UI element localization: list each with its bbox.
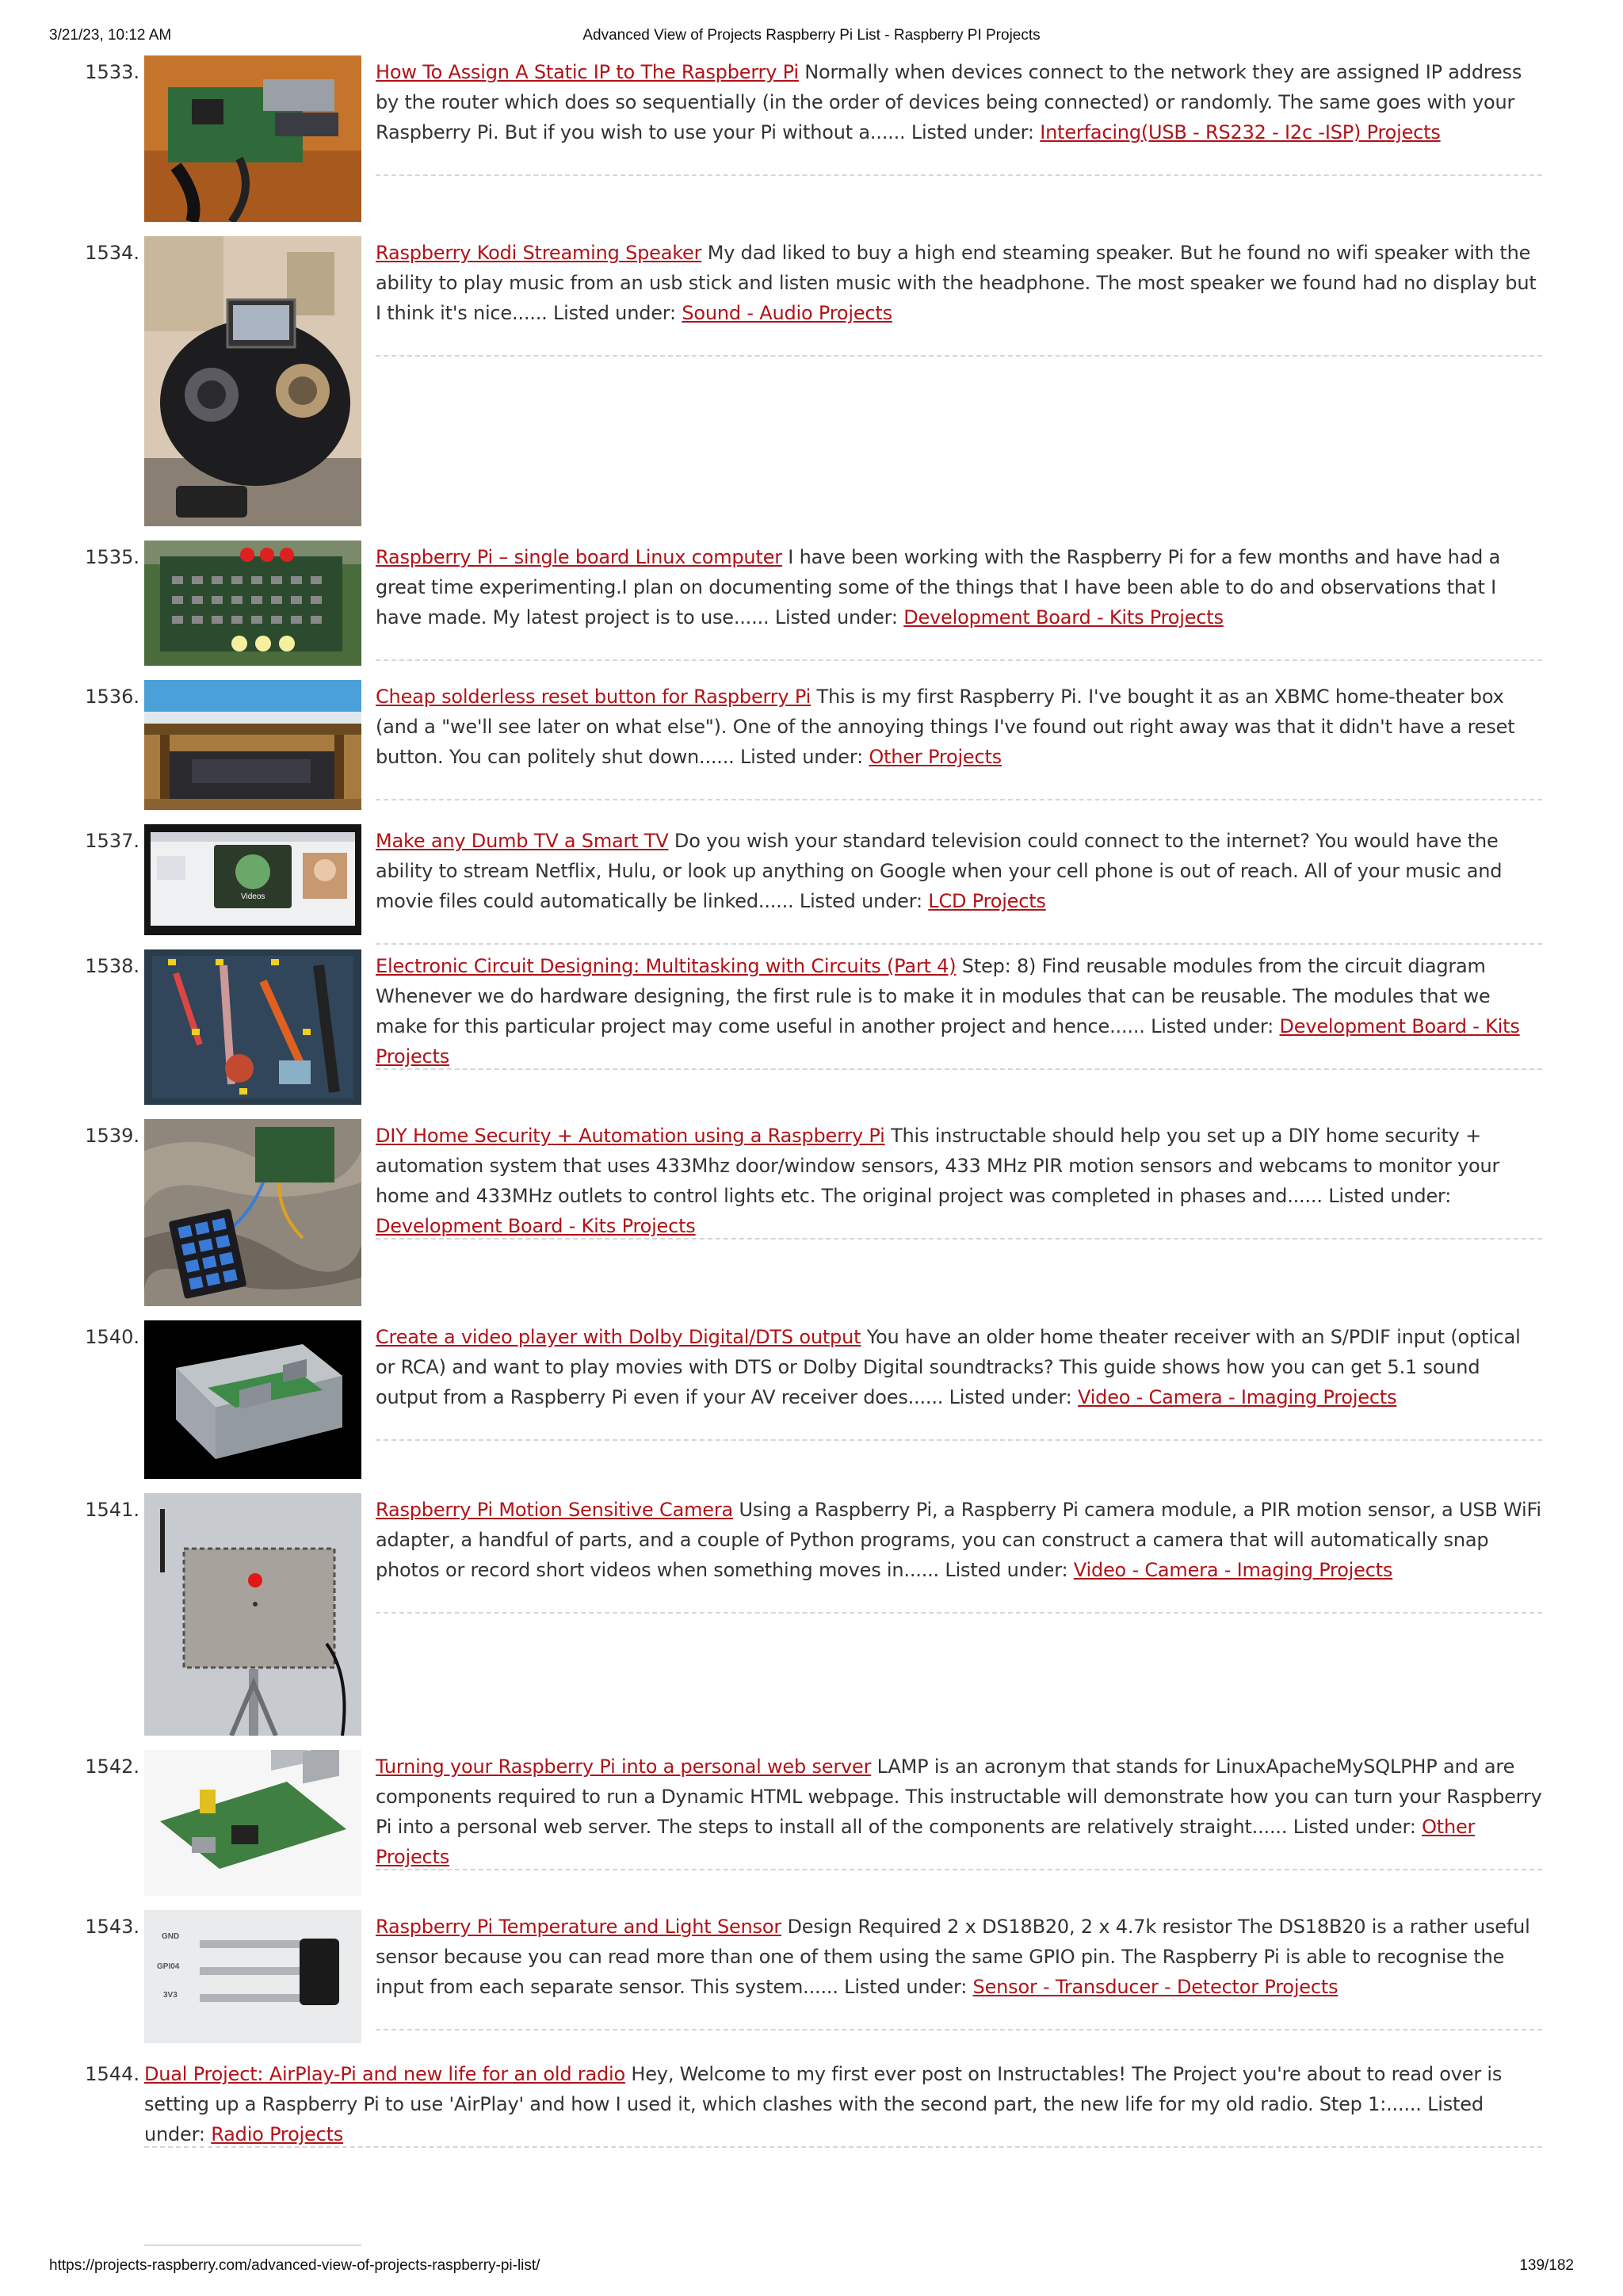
page-number: 139/182: [1519, 2257, 1574, 2274]
project-thumbnail[interactable]: [144, 949, 361, 1105]
project-description: Normally when devices connect to the network they are assigned IP address by the router which does so sequentially (in the order of devices being connected) or randomly. The same goes with your Raspberry Pi. But if you wish to use your Pi without a......: [376, 61, 1522, 143]
entry-text: [376, 1121, 1542, 1241]
project-thumbnail[interactable]: [144, 1910, 361, 2043]
thumbnail-caption: Videos: [241, 892, 265, 901]
project-title-link[interactable]: Electronic Circuit Designing: Multitasking with Circuits (Part 4): [376, 955, 957, 977]
category-link[interactable]: Video - Camera - Imaging Projects: [1073, 1559, 1393, 1581]
item-number: 1539.: [85, 1125, 139, 1147]
entry-text: [376, 57, 1542, 147]
entry-divider: [376, 659, 1542, 661]
project-thumbnail[interactable]: [144, 236, 361, 526]
project-thumbnail[interactable]: [144, 680, 361, 810]
category-link[interactable]: Sound - Audio Projects: [682, 302, 892, 324]
project-title-link[interactable]: Dual Project: AirPlay-Pi and new life for an old radio: [144, 2063, 625, 2085]
entry-text: [376, 682, 1542, 772]
listed-under-label: Listed under:: [1151, 1015, 1274, 1037]
entry-text: [376, 1752, 1542, 1872]
project-title-link[interactable]: Raspberry Pi Motion Sensitive Camera: [376, 1499, 734, 1521]
print-header: [49, 27, 1574, 49]
project-thumbnail[interactable]: [144, 55, 361, 222]
footer-divider: [144, 2244, 361, 2246]
listed-under-label: Listed under:: [911, 121, 1034, 143]
listed-under-label: Listed under:: [144, 2093, 1484, 2145]
category-link[interactable]: Other Projects: [376, 1816, 1476, 1868]
item-number: 1534.: [85, 242, 139, 264]
entry-divider: [376, 1238, 1542, 1240]
entry-divider: [376, 1869, 1542, 1870]
listed-under-label: Listed under:: [553, 302, 676, 324]
entry-text: [376, 1495, 1542, 1585]
category-link[interactable]: Radio Projects: [211, 2123, 344, 2145]
project-title-link[interactable]: How To Assign A Static IP to The Raspberry Pi: [376, 61, 799, 83]
item-number: 1538.: [85, 955, 139, 977]
entry-divider: [376, 174, 1542, 176]
print-footer: [49, 2257, 1574, 2279]
print-url: https://projects-raspberry.com/advanced-view-of-projects-raspberry-pi-list/: [49, 2257, 540, 2274]
entry-text: [376, 542, 1542, 632]
project-title-link[interactable]: DIY Home Security + Automation using a Raspberry Pi: [376, 1125, 885, 1147]
category-link[interactable]: LCD Projects: [928, 890, 1046, 912]
entry-divider: [376, 2029, 1542, 2030]
pin-label-gpio: GPI04: [157, 1962, 180, 1971]
item-number: 1542.: [85, 1755, 139, 1778]
entry-text: [376, 1912, 1542, 2002]
item-number: 1543.: [85, 1916, 139, 1938]
category-link[interactable]: Other Projects: [869, 746, 1002, 768]
entry-divider: [376, 799, 1542, 800]
pin-label-gnd: GND: [162, 1932, 180, 1941]
project-description: Hey, Welcome to my first ever post on Instructables! The Project you're about to read over is setting up a Raspberry Pi to use 'AirPlay' and how I used it, which clashes with the second part, the new life for my old radio. Step 1:......: [144, 2063, 1503, 2115]
entry-divider: [376, 1068, 1542, 1070]
project-title-link[interactable]: Make any Dumb TV a Smart TV: [376, 830, 669, 852]
listed-under-label: Listed under:: [949, 1386, 1072, 1408]
project-title-link[interactable]: Raspberry Pi Temperature and Light Sensor: [376, 1916, 782, 1938]
listed-under-label: Listed under:: [945, 1559, 1068, 1581]
listed-under-label: Listed under:: [740, 746, 863, 768]
item-number: 1533.: [85, 61, 139, 83]
project-thumbnail[interactable]: [144, 541, 361, 666]
project-description: I have been working with the Raspberry Pi for a few months and have had a great time experimenting.I plan on documenting some of the things that I have been able to do and observations that I have made. My latest project is to use......: [376, 546, 1501, 628]
project-description: LAMP is an acronym that stands for LinuxApacheMySQLPHP and are components required to run a Dynamic HTML webpage. This instructable will demonstrate how you can turn your Raspberry Pi into a personal web server. The steps to install all of the components are relatively straight......: [376, 1755, 1542, 1838]
listed-under-label: Listed under:: [799, 890, 922, 912]
project-title-link[interactable]: Cheap solderless reset button for Raspberry Pi: [376, 686, 812, 708]
project-description: Do you wish your standard television could connect to the internet? You would have the ability to stream Netflix, Hulu, or look up anything on Google when your cell phone is out of reach. All of your music and movie files could automatically be linked......: [376, 830, 1503, 912]
listed-under-label: Listed under:: [774, 606, 898, 628]
project-thumbnail[interactable]: [144, 1750, 361, 1896]
item-number: 1540.: [85, 1326, 139, 1348]
entry-divider: [144, 2146, 1542, 2148]
project-thumbnail[interactable]: [144, 1320, 361, 1479]
entry-text: [376, 951, 1542, 1072]
category-link[interactable]: Sensor - Transducer - Detector Projects: [972, 1976, 1338, 1998]
item-number: 1541.: [85, 1499, 139, 1521]
listed-under-label: Listed under:: [1328, 1185, 1452, 1207]
listed-under-label: Listed under:: [1293, 1816, 1416, 1838]
category-link[interactable]: Development Board - Kits Projects: [376, 1215, 696, 1237]
entry-divider: [376, 943, 1542, 945]
project-thumbnail[interactable]: [144, 824, 361, 935]
item-number: 1536.: [85, 686, 139, 708]
project-title-link[interactable]: Raspberry Kodi Streaming Speaker: [376, 242, 702, 264]
entry-text: [144, 2059, 1542, 2149]
category-link[interactable]: Development Board - Kits Projects: [903, 606, 1224, 628]
project-description: This instructable should help you set up a DIY home security + automation system that uses 433Mhz door/window sensors, 433 MHz PIR motion sensors and webcams to monitor your home and 433MHz outlets to control lights etc. The original project was completed in phases and......: [376, 1125, 1500, 1207]
print-page-title: Advanced View of Projects Raspberry Pi List - Raspberry PI Projects: [582, 27, 1041, 44]
project-description: My dad liked to buy a high end steaming speaker. But he found no wifi speaker with the ability to play music from an usb stick and listen music with the headphone. The most speaker we found had no display but I think it's nice......: [376, 242, 1537, 324]
project-description: Step: 8) Find reusable modules from the circuit diagram Whenever we do hardware designing, the first rule is to make it in modules that can be reusable. The modules that we make for this particular project may come useful in another project and hence......: [376, 955, 1491, 1037]
category-link[interactable]: Video - Camera - Imaging Projects: [1078, 1386, 1397, 1408]
listed-under-label: Listed under:: [844, 1976, 968, 1998]
entry-text: [376, 826, 1542, 916]
project-description: Design Required 2 x DS18B20, 2 x 4.7k resistor The DS18B20 is a rather useful sensor because you can read more than one of them using the same GPIO pin. The Raspberry Pi is able to recognise the input from each separate sensor. This system......: [376, 1916, 1530, 1998]
entry-text: [376, 238, 1542, 328]
project-title-link[interactable]: Raspberry Pi – single board Linux computer: [376, 546, 782, 568]
project-thumbnail[interactable]: [144, 1119, 361, 1306]
item-number: 1535.: [85, 546, 139, 568]
entry-divider: [376, 1439, 1542, 1441]
project-title-link[interactable]: Create a video player with Dolby Digital/DTS output: [376, 1326, 861, 1348]
item-number: 1537.: [85, 830, 139, 852]
category-link[interactable]: Development Board - Kits Projects: [376, 1015, 1520, 1068]
entry-divider: [376, 355, 1542, 357]
entry-text: [376, 1322, 1542, 1412]
project-description: You have an older home theater receiver with an S/PDIF input (optical or RCA) and want to play movies with DTS or Dolby Digital soundtracks? This guide shows how you can get 5.1 sound output from a Raspberry Pi even if your AV receiver does......: [376, 1326, 1521, 1408]
print-datetime: 3/21/23, 10:12 AM: [49, 27, 172, 44]
entry-divider: [376, 1612, 1542, 1614]
project-title-link[interactable]: Turning your Raspberry Pi into a personal web server: [376, 1755, 872, 1778]
category-link[interactable]: Interfacing(USB - RS232 - I2c -ISP) Projects: [1040, 121, 1441, 143]
project-thumbnail[interactable]: [144, 1493, 361, 1736]
pin-label-3v3: 3V3: [163, 1991, 178, 2000]
project-description: Using a Raspberry Pi, a Raspberry Pi camera module, a PIR motion sensor, a USB WiFi adapter, a handful of parts, and a couple of Python programs, you can construct a camera that will automatically snap photos or record short videos when something moves in......: [376, 1499, 1541, 1581]
project-description: This is my first Raspberry Pi. I've bought it as an XBMC home-theater box (and a "we'll see later on what else"). One of the annoying things I've found out right away was that it didn't have a reset button. You can politely shut down......: [376, 686, 1515, 768]
item-number: 1544.: [85, 2063, 139, 2085]
